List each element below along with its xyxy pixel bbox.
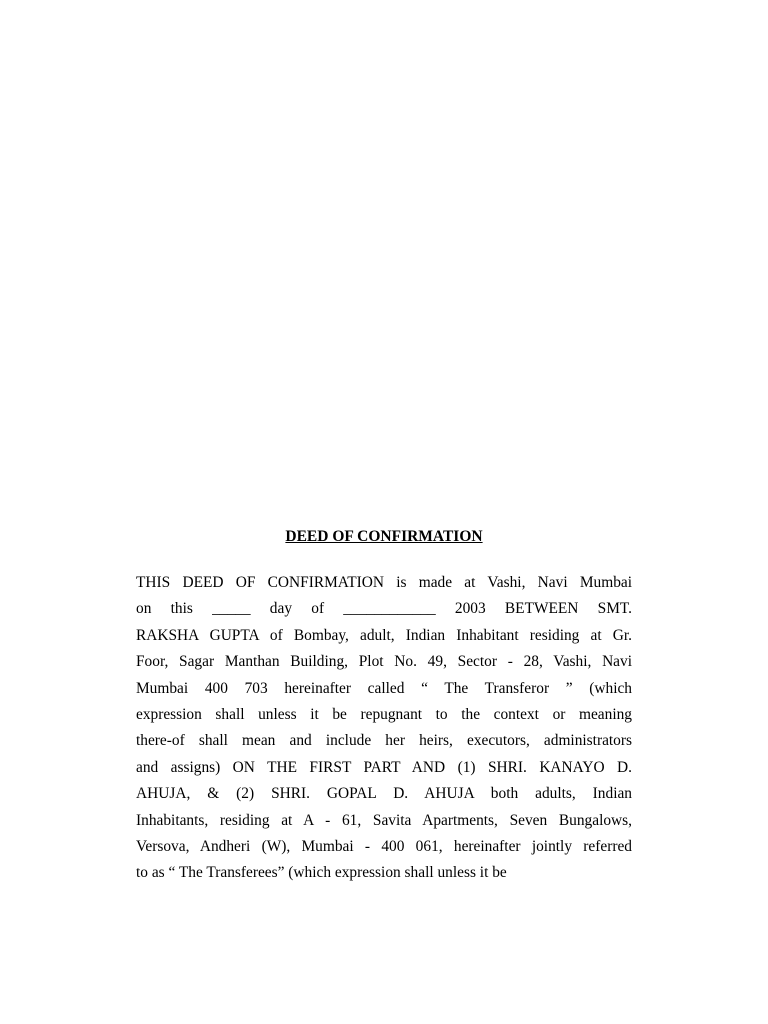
body-line: THIS DEED OF CONFIRMATION is made at Vashi, Navi Mumbai xyxy=(136,574,632,591)
body-line: and assigns) ON THE FIRST PART AND (1) SHRI. KANAYO D. xyxy=(136,758,632,776)
body-line: on this _____ day of ____________ 2003 BETWEEN SMT. xyxy=(136,600,632,618)
body-line: AHUJA, & (2) SHRI. GOPAL D. AHUJA both adults, Indian xyxy=(136,785,632,803)
body-line: Foor, Sagar Manthan Building, Plot No. 49, Sector - 28, Vashi, Navi xyxy=(136,653,632,671)
body-line: RAKSHA GUPTA of Bombay, adult, Indian Inhabitant residing at Gr. xyxy=(136,626,632,644)
body-line: Inhabitants, residing at A - 61, Savita Apartments, Seven Bungalows, xyxy=(136,811,632,829)
document-body xyxy=(136,570,632,887)
body-line: expression shall unless it be repugnant to the context or meaning xyxy=(136,705,632,723)
body-line: to as “ The Transferees” (which expression shall unless it be xyxy=(136,864,507,882)
body-line: there-of shall mean and include her heirs, executors, administrators xyxy=(136,732,632,750)
body-line: Versova, Andheri (W), Mumbai - 400 061, hereinafter jointly referred xyxy=(136,837,632,855)
document-title: DEED OF CONFIRMATION xyxy=(285,528,483,545)
body-line: Mumbai 400 703 hereinafter called “ The Transferor ” (which xyxy=(136,679,632,697)
